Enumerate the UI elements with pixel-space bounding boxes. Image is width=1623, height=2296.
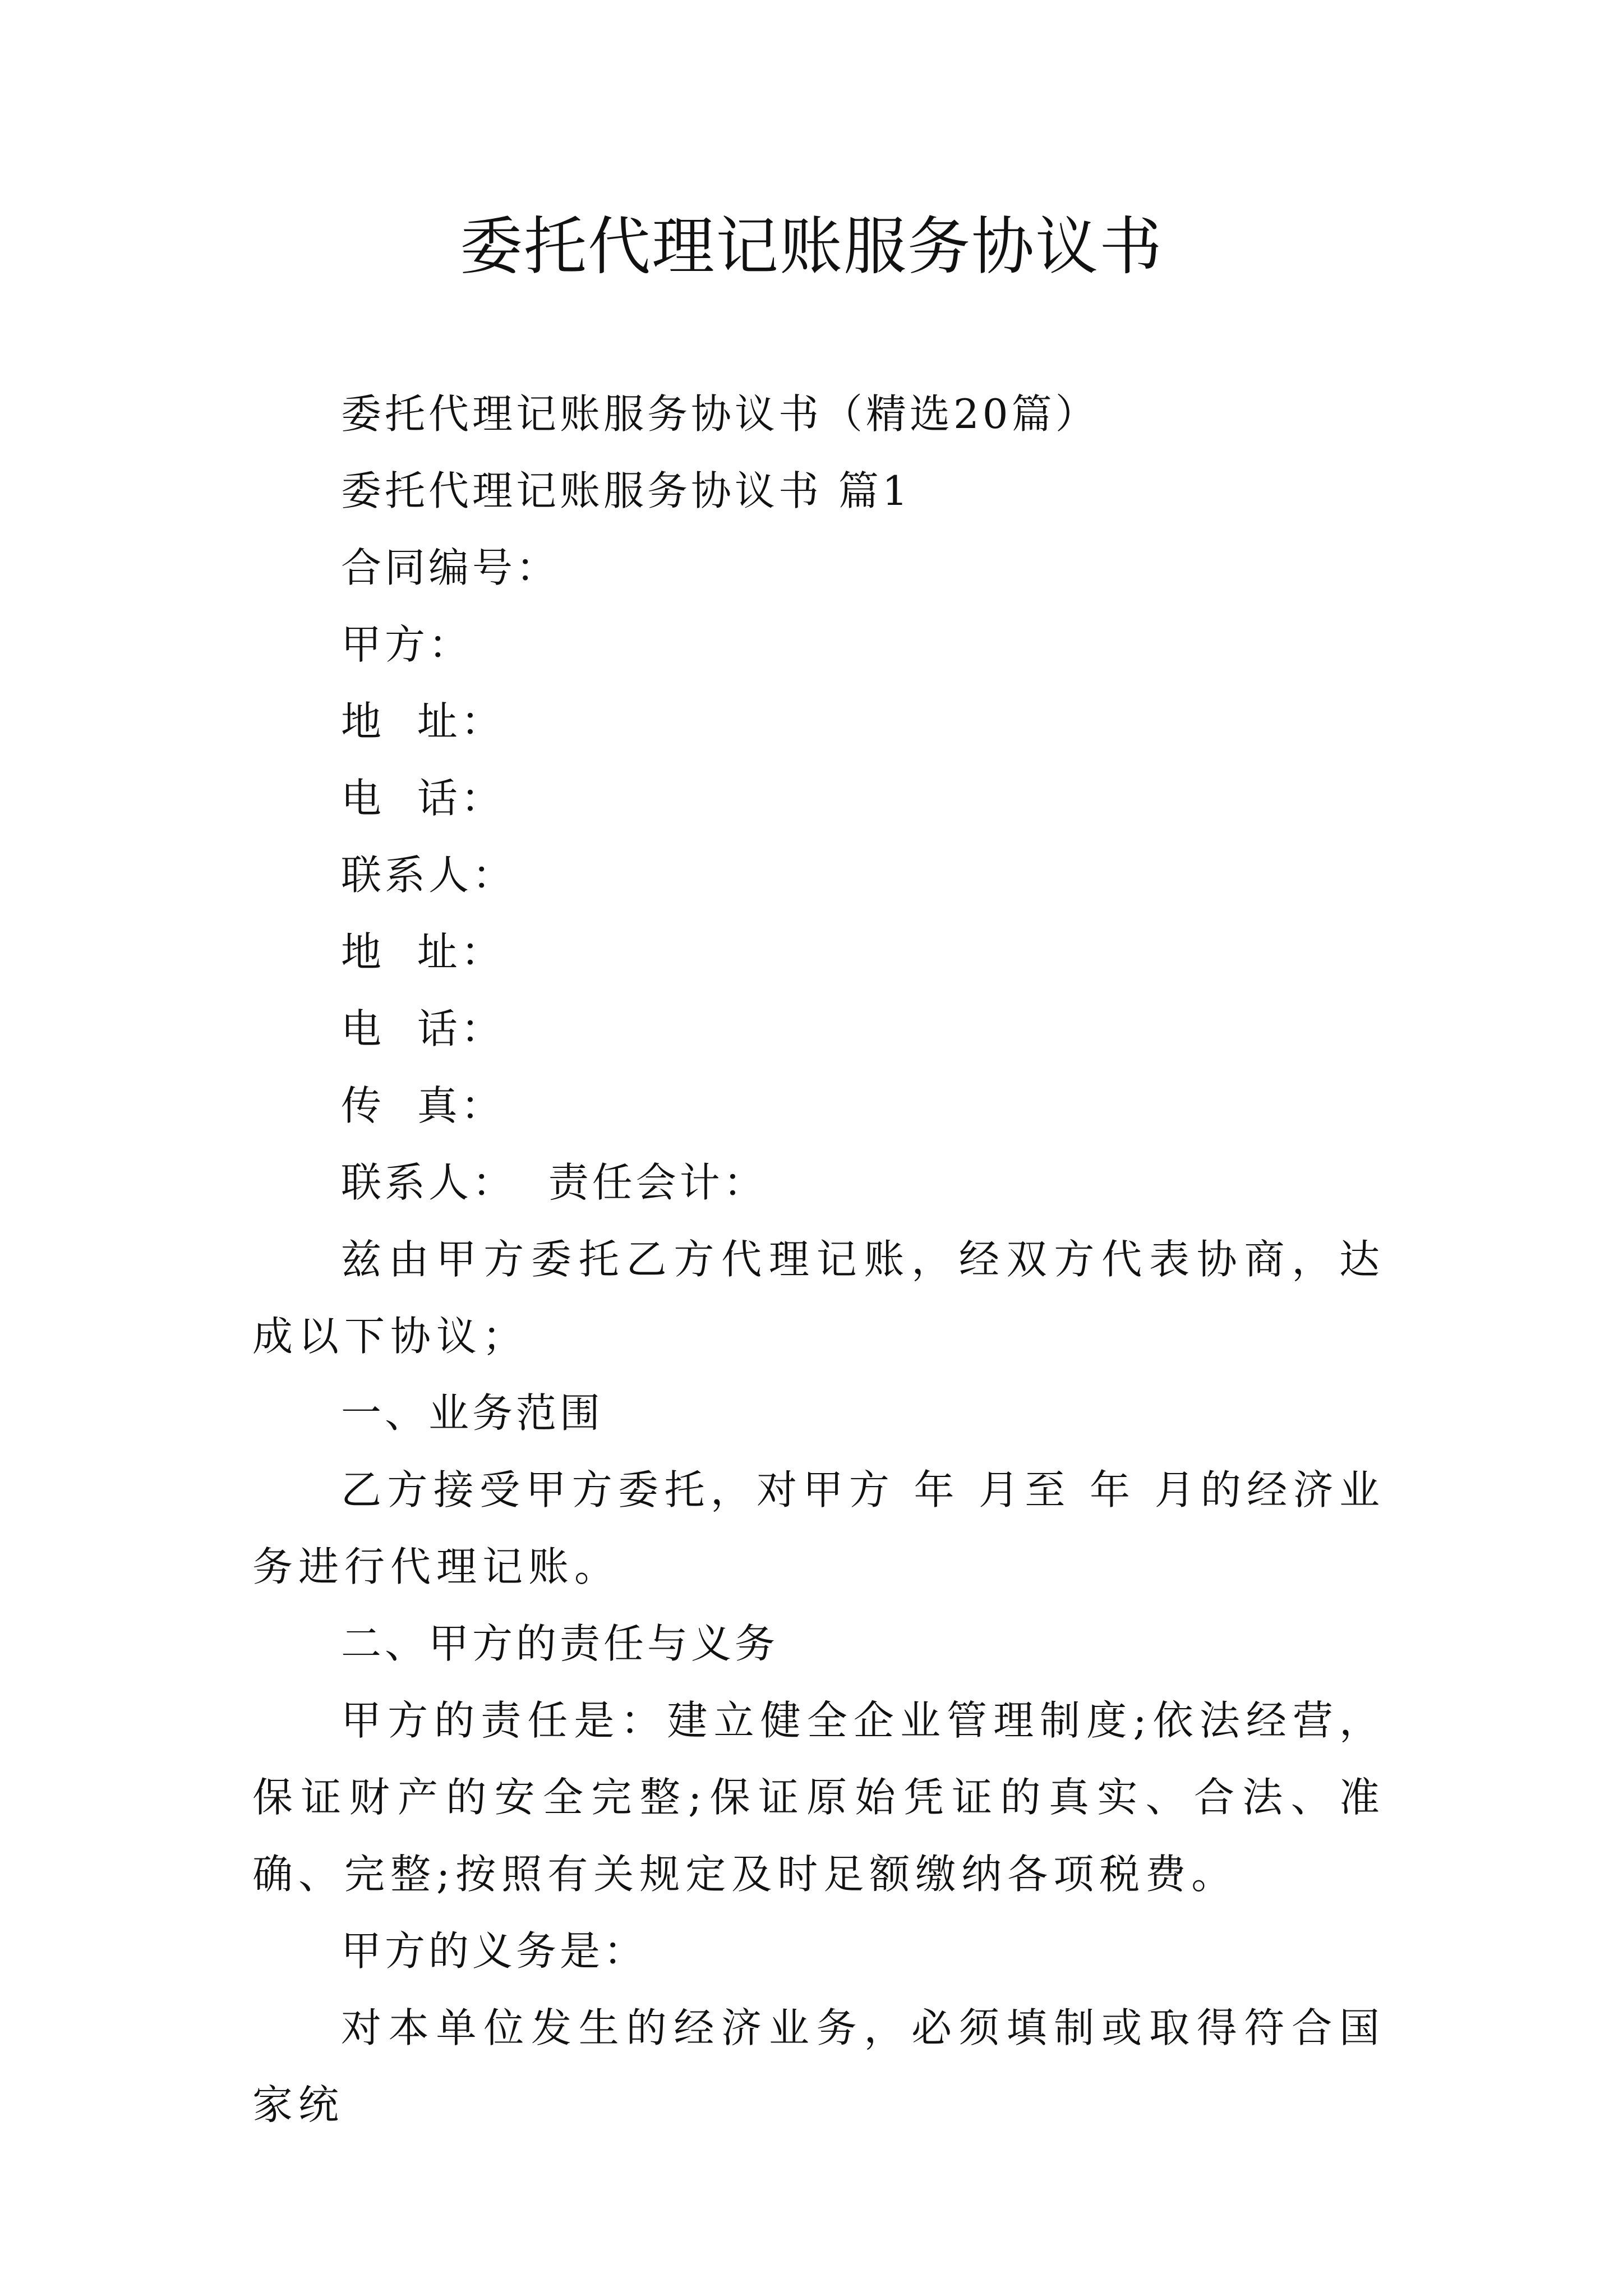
paragraph-party-a: 甲方： — [341, 621, 473, 668]
paragraph-heading-party-a-duties: 二、甲方的责任与义务 — [341, 1620, 779, 1667]
paragraph-fax-b: 传 真： — [341, 1082, 505, 1129]
paragraph-scope-text: 乙方接受甲方委托，对甲方 年 月至 年 月的经济业务进行代理记账。 — [252, 1466, 1385, 1590]
paragraph-contact-accountant: 联系人： 责任会计： — [341, 1159, 767, 1206]
paragraph-address-b: 地 址： — [341, 928, 505, 976]
document-title: 委托代理记账服务协议书 — [460, 210, 1163, 283]
paragraph-phone-b: 电 话： — [341, 1005, 505, 1052]
paragraph-contact-a: 联系人： — [341, 852, 517, 899]
paragraph-section-heading: 委托代理记账服务协议书 篇1 — [341, 467, 911, 514]
paragraph-party-a-obligation-text: 对本单位发生的经济业务，必须填制或取得符合国家统 — [252, 2004, 1385, 2128]
paragraph-agreement-intro: 兹由甲方委托乙方代理记账，经双方代表协商，达成以下协议； — [252, 1236, 1385, 1360]
paragraph-address-a: 地 址： — [341, 698, 505, 745]
paragraph-contract-number: 合同编号： — [341, 544, 560, 591]
paragraph-heading-scope: 一、业务范围 — [341, 1389, 604, 1437]
document-body — [252, 376, 1385, 2143]
paragraph-phone-a: 电 话： — [341, 775, 505, 822]
paragraph-party-a-obligation-label: 甲方的义务是： — [341, 1927, 648, 1975]
paragraph-party-a-responsibility: 甲方的责任是：建立健全企业管理制度;依法经营，保证财产的安全完整;保证原始凭证的真实、合法、准确、完整;按照有关规定及时足额缴纳各项税费。 — [252, 1697, 1385, 1898]
paragraph-subtitle: 委托代理记账服务协议书（精选20篇） — [341, 390, 1099, 438]
